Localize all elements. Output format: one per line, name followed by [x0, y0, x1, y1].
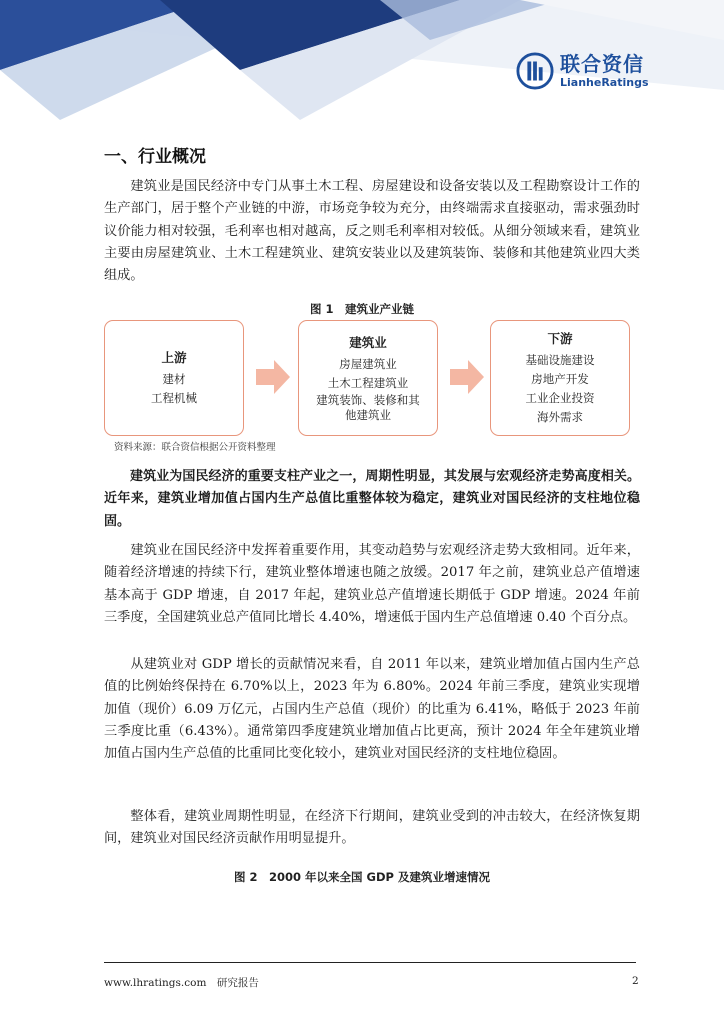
paragraph-growth: 建筑业在国民经济中发挥着重要作用，其变动趋势与宏观经济走势大致相同。近年来，随着经济增速的持续下行，建筑业整体增速也随之放缓。2017 年之前，建筑业总产值增速基本高于 GDP 增速，自 2017 年起，建筑业总产值增速长期低于 GDP 增速。2024 年前三季度，全国建筑业总产值同比增长 4.40%，增速低于国内生产总值增速 0.40 个百分点。 — [104, 543, 640, 625]
downstream-box — [490, 320, 630, 436]
industry-chain-diagram — [104, 320, 630, 436]
paragraph-intro: 建筑业是国民经济中专门从事土木工程、房屋建设和设备安装以及工程勘察设计工作的生产部门，居于整个产业链的中游，市场竞争较为充分，由终端需求直接驱动，需求强劲时议价能力相对较强，毛利率也相对越高，反之则毛利率相对较低。从细分领域来看，建筑业主要由房屋建筑业、土木工程建筑业、建筑安装业以及建筑装饰、装修和其他建筑业四大类组成。 — [104, 179, 640, 284]
midstream-item: 建筑装饰、装修和其 — [316, 393, 420, 407]
midstream-item: 房屋建筑业 — [339, 357, 397, 371]
brand-name-cn: 联合资信 — [560, 52, 644, 76]
arrow-right-icon — [256, 360, 290, 394]
paragraph-key-finding: 建筑业为国民经济的重要支柱产业之一，周期性明显，其发展与宏观经济走势高度相关。近年来，建筑业增加值占国内生产总值比重整体较为稳定，建筑业对国民经济的支柱地位稳固。 — [104, 469, 640, 529]
downstream-title: 下游 — [547, 331, 573, 346]
downstream-item: 房地产开发 — [531, 372, 589, 386]
section-heading: 一、行业概况 — [104, 147, 206, 167]
figure1-caption: 图 1 建筑业产业链 — [309, 302, 414, 316]
downstream-item: 工业企业投资 — [525, 391, 595, 405]
figure1-source: 资料来源：联合资信根据公开资料整理 — [114, 442, 276, 453]
brand-name-en: LianheRatings — [560, 76, 649, 89]
lianhe-logo-icon — [516, 52, 554, 90]
upstream-item: 建材 — [162, 372, 186, 386]
downstream-item: 海外需求 — [537, 410, 583, 424]
upstream-title: 上游 — [161, 350, 187, 365]
paragraph-gdp-share: 从建筑业对 GDP 增长的贡献情况来看，自 2011 年以来，建筑业增加值占国内生产总值的比例始终保持在 6.70%以上，2023 年为 6.80%。2024 年前三季度，建筑业实现增加值（现价）6.09 万亿元，占国内生产总值（现价）的比重为 6.41%，略低于 2023 年前三季度比重（6.43%）。通常第四季度建筑业增加值占比更高，预计 2024 年全年建筑业增加值占国内生产总值的比重同比变化较小，建筑业对国民经济的支柱地位稳固。 — [104, 657, 640, 762]
midstream-title: 建筑业 — [349, 335, 387, 350]
paragraph-summary: 整体看，建筑业周期性明显，在经济下行期间，建筑业受到的冲击较大，在经济恢复期间，建筑业对国民经济贡献作用明显提升。 — [104, 809, 640, 847]
figure2-caption: 图 2 2000 年以来全国 GDP 及建筑业增速情况 — [234, 870, 490, 884]
page-number: 2 — [632, 975, 639, 987]
brand-logo — [516, 52, 649, 90]
arrow-right-icon — [450, 360, 484, 394]
midstream-box — [298, 320, 438, 436]
midstream-item: 他建筑业 — [345, 408, 391, 422]
footer-divider — [104, 962, 636, 963]
upstream-box — [104, 320, 244, 436]
upstream-item: 工程机械 — [151, 391, 197, 405]
downstream-item: 基础设施建设 — [525, 353, 595, 367]
midstream-item: 土木工程建筑业 — [327, 376, 409, 390]
footer-site: www.lhratings.com 研究报告 — [104, 977, 259, 989]
